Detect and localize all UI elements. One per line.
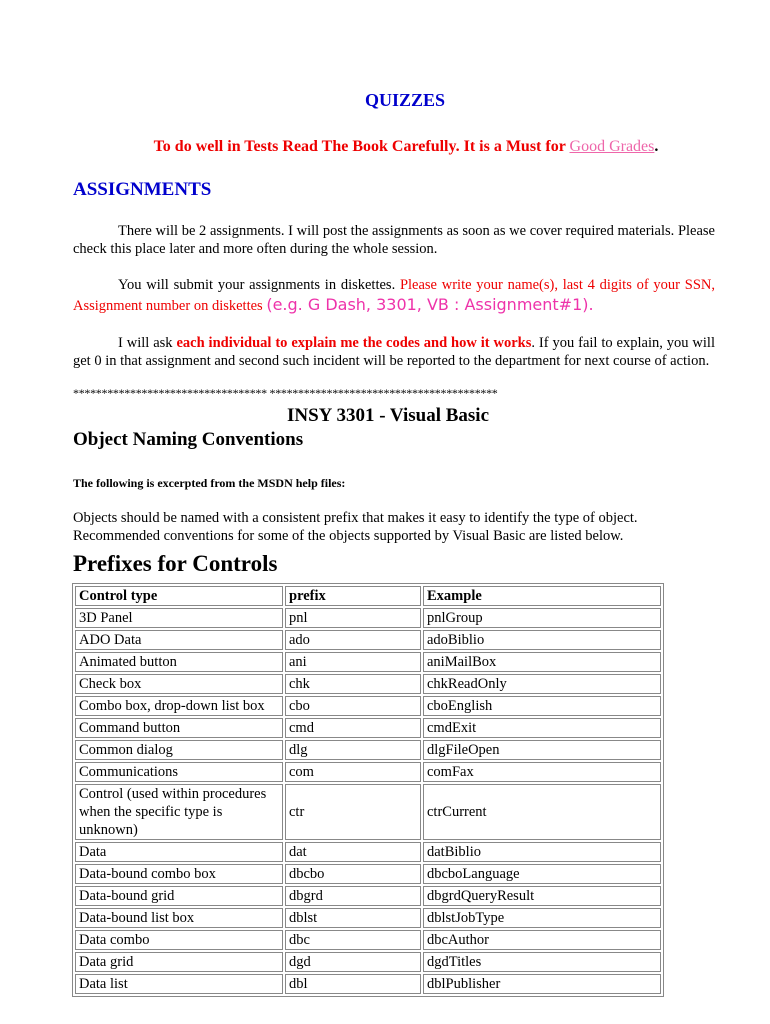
table-row xyxy=(75,864,661,884)
asterisk-divider: ********************************** **************************************** xyxy=(73,386,498,400)
cell-example: adoBiblio xyxy=(423,630,661,650)
cell-prefix: dbcbo xyxy=(285,864,421,884)
naming-intro-paragraph: Objects should be named with a consistent prefix that makes it easy to identify the type of object. Recommended conventions for some of the objects supported by Visual Basic are listed below. xyxy=(73,510,638,544)
cell-prefix: dat xyxy=(285,842,421,862)
study-tip-period: . xyxy=(654,138,659,155)
header-control-type: Control type xyxy=(75,586,283,606)
table-row xyxy=(75,630,661,650)
quizzes-heading: QUIZZES xyxy=(364,90,446,110)
cell-prefix: dbgrd xyxy=(285,886,421,906)
table-header-row xyxy=(75,586,661,606)
header-prefix: prefix xyxy=(285,586,421,606)
cell-prefix: cbo xyxy=(285,696,421,716)
cell-example: dblPublisher xyxy=(423,974,661,994)
prefixes-heading: Prefixes for Controls xyxy=(73,551,278,576)
cell-control-type: Data combo xyxy=(75,930,283,950)
cell-control-type: Common dialog xyxy=(75,740,283,760)
cell-control-type: Data grid xyxy=(75,952,283,972)
cell-prefix: dgd xyxy=(285,952,421,972)
study-tip-text: To do well in Tests Read The Book Carefully. It is a Must for xyxy=(153,138,570,155)
cell-control-type: 3D Panel xyxy=(75,608,283,628)
cell-prefix: ani xyxy=(285,652,421,672)
assignments-heading: ASSIGNMENTS xyxy=(73,179,212,200)
cell-example: chkReadOnly xyxy=(423,674,661,694)
table-row xyxy=(75,762,661,782)
cell-control-type: Command button xyxy=(75,718,283,738)
table-row xyxy=(75,930,661,950)
table-row xyxy=(75,952,661,972)
cell-control-type: Communications xyxy=(75,762,283,782)
assignments-p3-emphasis: each individual to explain me the codes and how it works xyxy=(176,335,532,351)
table-row xyxy=(75,908,661,928)
cell-control-type: ADO Data xyxy=(75,630,283,650)
assignments-paragraph-2 xyxy=(73,275,715,316)
header-example: Example xyxy=(423,586,661,606)
cell-example: dbcboLanguage xyxy=(423,864,661,884)
cell-example: aniMailBox xyxy=(423,652,661,672)
table-row xyxy=(75,718,661,738)
cell-control-type: Check box xyxy=(75,674,283,694)
good-grades-link[interactable]: Good Grades xyxy=(569,138,655,155)
cell-example: dbcAuthor xyxy=(423,930,661,950)
cell-prefix: dblst xyxy=(285,908,421,928)
cell-example: comFax xyxy=(423,762,661,782)
assignments-p3-start: I will ask xyxy=(118,335,177,351)
cell-control-type: Animated button xyxy=(75,652,283,672)
assignments-paragraph-3 xyxy=(73,334,715,370)
cell-prefix: chk xyxy=(285,674,421,694)
assignments-p3-end: . If you fail to explain, you will get 0 in that assignment and second such incident will be reported to the department for next course of action. xyxy=(73,335,715,369)
prefixes-table xyxy=(72,583,664,997)
cell-example: pnlGroup xyxy=(423,608,661,628)
assignments-p1-text: There will be 2 assignments. I will post the assignments as soon as we cover required materials. Please check this place later and more often during the whole session. xyxy=(73,223,715,257)
cell-example: cboEnglish xyxy=(423,696,661,716)
cell-example: dgdTitles xyxy=(423,952,661,972)
assignments-p2-plain: You will submit your assignments in diskettes. xyxy=(118,277,400,293)
table-row xyxy=(75,784,661,840)
cell-control-type: Control (used within procedures when the specific type is unknown) xyxy=(75,784,283,840)
cell-prefix: ctr xyxy=(285,784,421,840)
msdn-excerpt-note: The following is excerpted from the MSDN help files: xyxy=(73,476,346,490)
cell-example: ctrCurrent xyxy=(423,784,661,840)
cell-prefix: dbc xyxy=(285,930,421,950)
table-row xyxy=(75,674,661,694)
table-row xyxy=(75,974,661,994)
cell-prefix: pnl xyxy=(285,608,421,628)
cell-control-type: Data-bound list box xyxy=(75,908,283,928)
cell-control-type: Data xyxy=(75,842,283,862)
cell-example: datBiblio xyxy=(423,842,661,862)
cell-example: dbgrdQueryResult xyxy=(423,886,661,906)
table-row xyxy=(75,696,661,716)
table-row xyxy=(75,608,661,628)
naming-conventions-heading: Object Naming Conventions xyxy=(73,429,304,450)
cell-prefix: dbl xyxy=(285,974,421,994)
assignments-p2-instructions: Please write your name(s), last 4 digits of your SSN, Assignment number on diskettes xyxy=(73,277,715,314)
table-row xyxy=(75,740,661,760)
cell-example: cmdExit xyxy=(423,718,661,738)
cell-prefix: cmd xyxy=(285,718,421,738)
cell-example: dblstJobType xyxy=(423,908,661,928)
cell-control-type: Data list xyxy=(75,974,283,994)
cell-prefix: com xyxy=(285,762,421,782)
cell-control-type: Data-bound combo box xyxy=(75,864,283,884)
assignments-p2-example: (e.g. G Dash, 3301, VB : Assignment#1). xyxy=(266,295,594,314)
table-row xyxy=(75,886,661,906)
cell-prefix: ado xyxy=(285,630,421,650)
cell-control-type: Data-bound grid xyxy=(75,886,283,906)
cell-example: dlgFileOpen xyxy=(423,740,661,760)
study-tip xyxy=(0,138,770,156)
cell-control-type: Combo box, drop-down list box xyxy=(75,696,283,716)
cell-prefix: dlg xyxy=(285,740,421,760)
table-row xyxy=(75,652,661,672)
course-title: INSY 3301 - Visual Basic xyxy=(287,405,489,426)
assignments-paragraph-1 xyxy=(73,222,715,258)
table-row xyxy=(75,842,661,862)
